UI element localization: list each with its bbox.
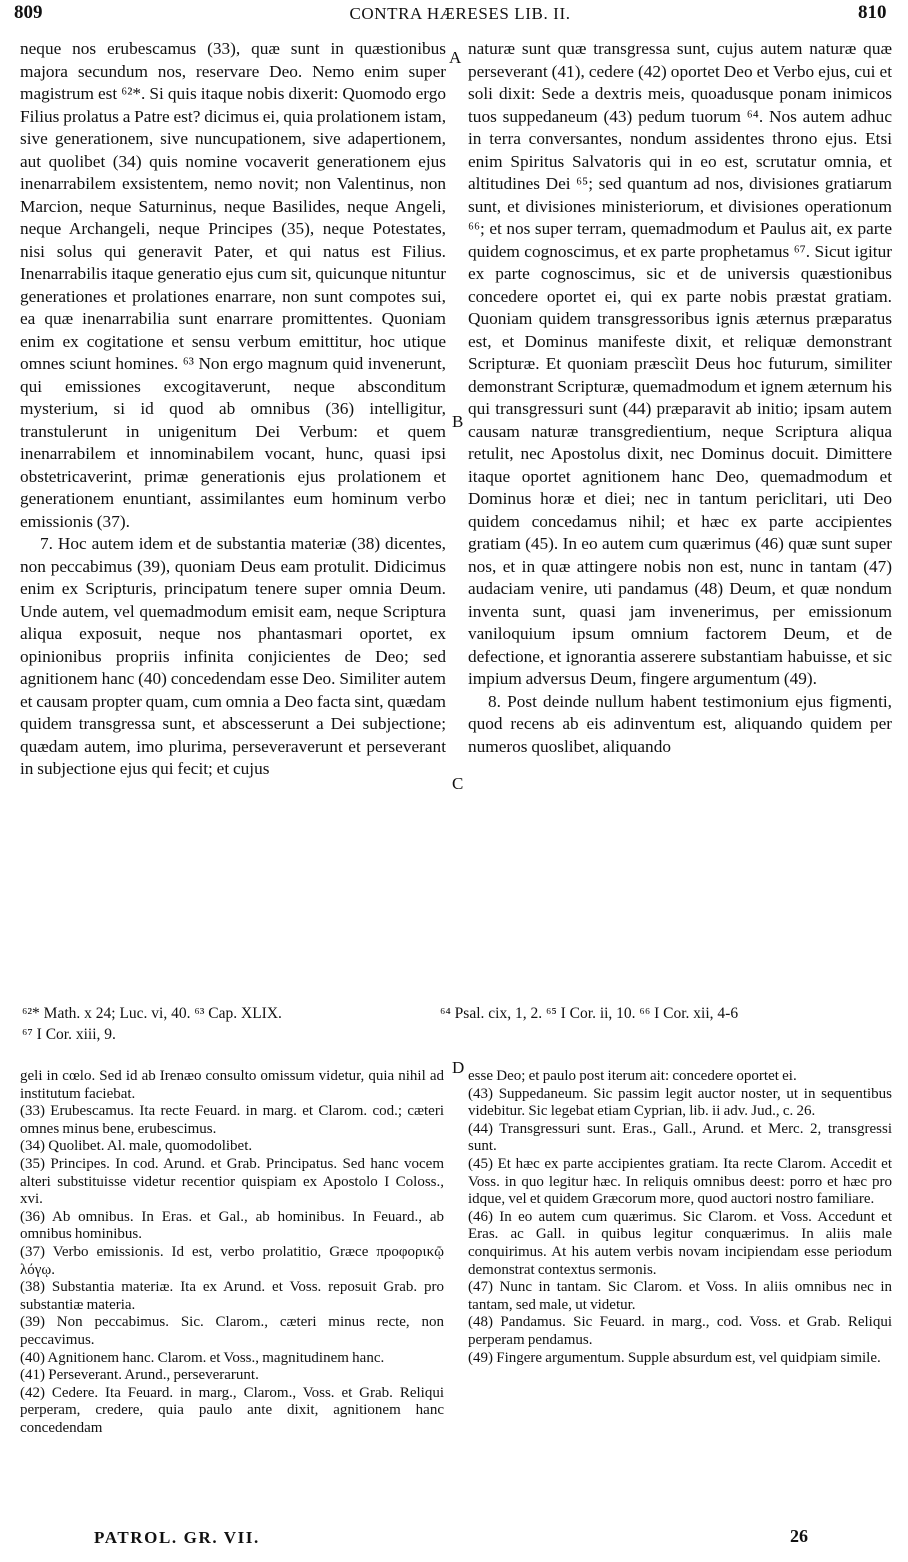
note: (35) Principes. In cod. Arund. et Grab. Principatus. Sed hanc vocem alteri substituisse videtur recentior quispiam ex Apostolo I Coloss., xvi. (20, 1155, 444, 1208)
scripture-reference-line: ⁶²* Math. x 24; Luc. vi, 40. ⁶³ Cap. XLIX. (22, 1005, 282, 1022)
running-title: CONTRA HÆRESES LIB. II. (349, 4, 571, 23)
paragraph: neque nos erubescamus (33), quæ sunt in quæstionibus majora secundum nos, reservare Deo. Nemo enim super magistrum est ⁶²*. Si quis itaque nobis dixerit: Quomodo ergo Filius prolatus a Patre est? dicimus ei, quia prolationem istam, sive generationem, sive nuncupationem, sive adapertionem, aut quolibet (34) quis nomine vocaverit generationem ejus inenarrabilem exsistentem, nemo novit; non Valentinus, non Marcion, neque Saturninus, neque Basilides, neque Angeli, neque Archangeli, neque Principes (35), neque Potestates, nisi solus qui generavit Pater, et qui natus est Filius. Inenarrabilis itaque generatio ejus cum sit, quicunque nituntur generationes et prolationes enarrare, non sunt compotes sui, ea quæ inenarrabilia sunt enarrare promittentes. Quoniam enim ex cogitatione et sensu verbum emittitur, hoc utique omnes sciunt homines. ⁶³ Non ergo magnum quid invenerunt, qui emissiones excogitaverunt, neque absconditum mysterium, si id quod ab omnibus (36) intelligitur, transtulerunt in unigenitum Dei Verbum: et quem inenarrabilem et innominabilem vocant, hunc, quasi ipsi obstetricaverint, primæ generationis ejus prolationem et generationem enuntiant, assimilantes eum hominum verbo emissionis (37). (20, 39, 447, 531)
margin-marker-b: B (452, 412, 464, 431)
note: (43) Suppedaneum. Sic passim legit auctor noster, ut in sequentibus videbitur. Sic legebat etiam Cyprian, lib. ii adv. Jud., c. 26. (468, 1085, 892, 1120)
note: (34) Quolibet. Al. male, quomodolibet. (20, 1138, 253, 1155)
notes-right-column (468, 1068, 892, 1367)
note: (40) Agnitionem hanc. Clarom. et Voss., magnitudinem hanc. (20, 1349, 385, 1366)
note: (47) Nunc in tantam. Sic Clarom. et Voss. In aliis omnibus nec in tantam, sed male, ut videtur. (468, 1279, 892, 1313)
note: (39) Non peccabimus. Sic. Clarom., cæteri minus recte, non peccavimus. (20, 1314, 444, 1348)
scripture-reference-line: ⁶⁷ I Cor. xiii, 9. (22, 1026, 116, 1043)
note: esse Deo; et paulo post iterum ait: concedere oportet ei. (468, 1068, 797, 1084)
margin-marker-a: A (449, 48, 462, 67)
note: (42) Cedere. Ita Feuard. in marg., Clarom., Voss. et Grab. Reliqui perperam, credere, quia paulo ante dixit, agnitionem hanc concedendam (20, 1384, 444, 1436)
page-header (0, 0, 908, 34)
note: (36) Ab omnibus. In Eras. et Gal., ab hominibus. In Feuard., ab omnibus hominibus. (20, 1208, 444, 1243)
note: (46) In eo autem cum quærimus. Sic Clarom. et Voss. Accedunt et Eras. ac Gall. in quibus legitur conquærimus. In aliis male conquirimus. At his autem verbis novam incipiendam esse periodum demonstrat contextus sermonis. (468, 1208, 892, 1278)
paragraph: naturæ sunt quæ transgressa sunt, cujus autem naturæ quæ perseverant (41), cedere (42) oportet Deo et Verbo ejus, cui et soli dixit: Sede a dextris meis, quoadusque ponam inimicos tuos suppedaneum (43) pedum tuorum ⁶⁴. Nos autem adhuc in terra conversantes, nondum assidentes throno ejus. Etsi enim Spiritus Salvatoris qui in eo est, scrutatur omnia, et altitudines Dei ⁶⁵; sed quantum ad nos, divisiones gratiarum sunt, et divisiones ministeriorum, et divisiones operationum ⁶⁶; et nos super terram, quemadmodum et Paulus ait, ex parte quidem cognoscimus, et ex parte prophetamus ⁶⁷. Sicut igitur ex parte cognoscimus, sic et de universis quæstionibus concedere oportet ei, qui ex parte nobis præstat gratiam. Quoniam quidem transgressoribus ignis æternus præparatus est, et Dominus manifeste dixit, et reliquæ demonstrant Scripturæ. Et quoniam præscìit Deus hoc futurum, similiter demonstrant Scripturæ, quemadmodum et ignem æternum his qui transgressuri sunt (44) præparavit ab initio; ipsam autem causam naturæ transgredientium, neque Scriptura aliqua retulit, nec Apostolus dixit, nec Dominus docuit. Dimittere itaque oportet agnitionem hanc Deo, quemadmodum et Dominus horæ et diei; nec in tantum periclitari, uti Deo quidem concedamus nihil; et hæc ex parte accipientes gratiam (45). In eo autem cum quærimus (46) quæ sunt super nos, et in quæ attingere nobis non est, nunc in tantam (47) audaciam venire, uti pandamus (48) Deum, et quæ nondum inventa sunt, quasi jam invenerimus, per emissionum vaniloquium ipsum omnium factorem Deum, et de defectione, et ignorantia asserere substantiam habuisse, et sic impium adversus Deum, fingere argumentum (49). (468, 39, 892, 688)
page-number-right: 810 (858, 2, 887, 23)
margin-marker-d: D (452, 1058, 465, 1077)
note: (38) Substantia materiæ. Ita ex Arund. et Voss. reposuit Grab. pro substantiæ materia. (20, 1279, 444, 1313)
paragraph: 8. Post deinde nullum habent testimonium ejus figmenti, quod recens ab eis adinventum est, aliquando quidem per numeros quoslibet, aliquando (468, 691, 892, 756)
main-text-right-column (468, 38, 892, 758)
scripture-reference-line: ⁶⁴ Psal. cix, 1, 2. ⁶⁵ I Cor. ii, 10. ⁶⁶ I Cor. xii, 4-6 (440, 1005, 739, 1022)
page-number-left: 809 (14, 2, 43, 23)
note: (45) Et hæc ex parte accipientes gratiam. Ita recte Clarom. Accedit et Voss. in quo legitur hæc. In reliquis omnibus deest: porro et hæc pro idque, vel et quidem Græcorum more, quod auctori nostro familiare. (468, 1155, 892, 1208)
signature-mark: PATROL. GR. VII. (94, 1528, 260, 1547)
notes-left-column (20, 1068, 444, 1437)
sheet-number: 26 (790, 1526, 808, 1546)
note: (44) Transgressuri sunt. Eras., Gall., Arund. et Merc. 2, transgressi sunt. (468, 1120, 892, 1155)
margin-marker-c: C (452, 774, 464, 793)
note: geli in cœlo. Sed id ab Irenæo consulto omissum videtur, quia nihil ad institutum faciebat. (20, 1068, 444, 1102)
note: (37) Verbo emissionis. Id est, verbo prolatitio, Græce προφορικῷ λόγῳ. (20, 1243, 444, 1278)
note: (33) Erubescamus. Ita recte Feuard. in marg. et Clarom. cod.; cæteri omnes minus bene, erubescimus. (20, 1103, 444, 1137)
note: (48) Pandamus. Sic Feuard. in marg., cod. Voss. et Grab. Reliqui perperam pendamus. (468, 1314, 892, 1348)
paragraph: 7. Hoc autem idem et de substantia materiæ (38) dicentes, non peccabimus (39), quoniam Deus eam protulit. Didicimus enim ex Scripturis, principatum tenere super omnia Deum. Unde autem, vel quemadmodum emisit eam, neque Scriptura aliqua exposuit, neque nos phantasmari oportet, ex opinionibus propriis infinita conjicientes de Deo; sed agnitionem hanc (40) concedendam esse Deo. Similiter autem et causam propter quam, cum omnia a Deo facta sint, quædam quidem transgressa sunt, et abscesserunt a Dei subjectione; quædam autem, imo plurima, perseveraverunt et perseverant in subjectione ejus qui fecit; et cujus (20, 534, 446, 778)
main-text-left-column (20, 38, 446, 781)
note: (41) Perseverant. Arund., perseverarunt. (20, 1367, 259, 1384)
note: (49) Fingere argumentum. Supple absurdum est, vel quidpiam simile. (468, 1349, 881, 1366)
